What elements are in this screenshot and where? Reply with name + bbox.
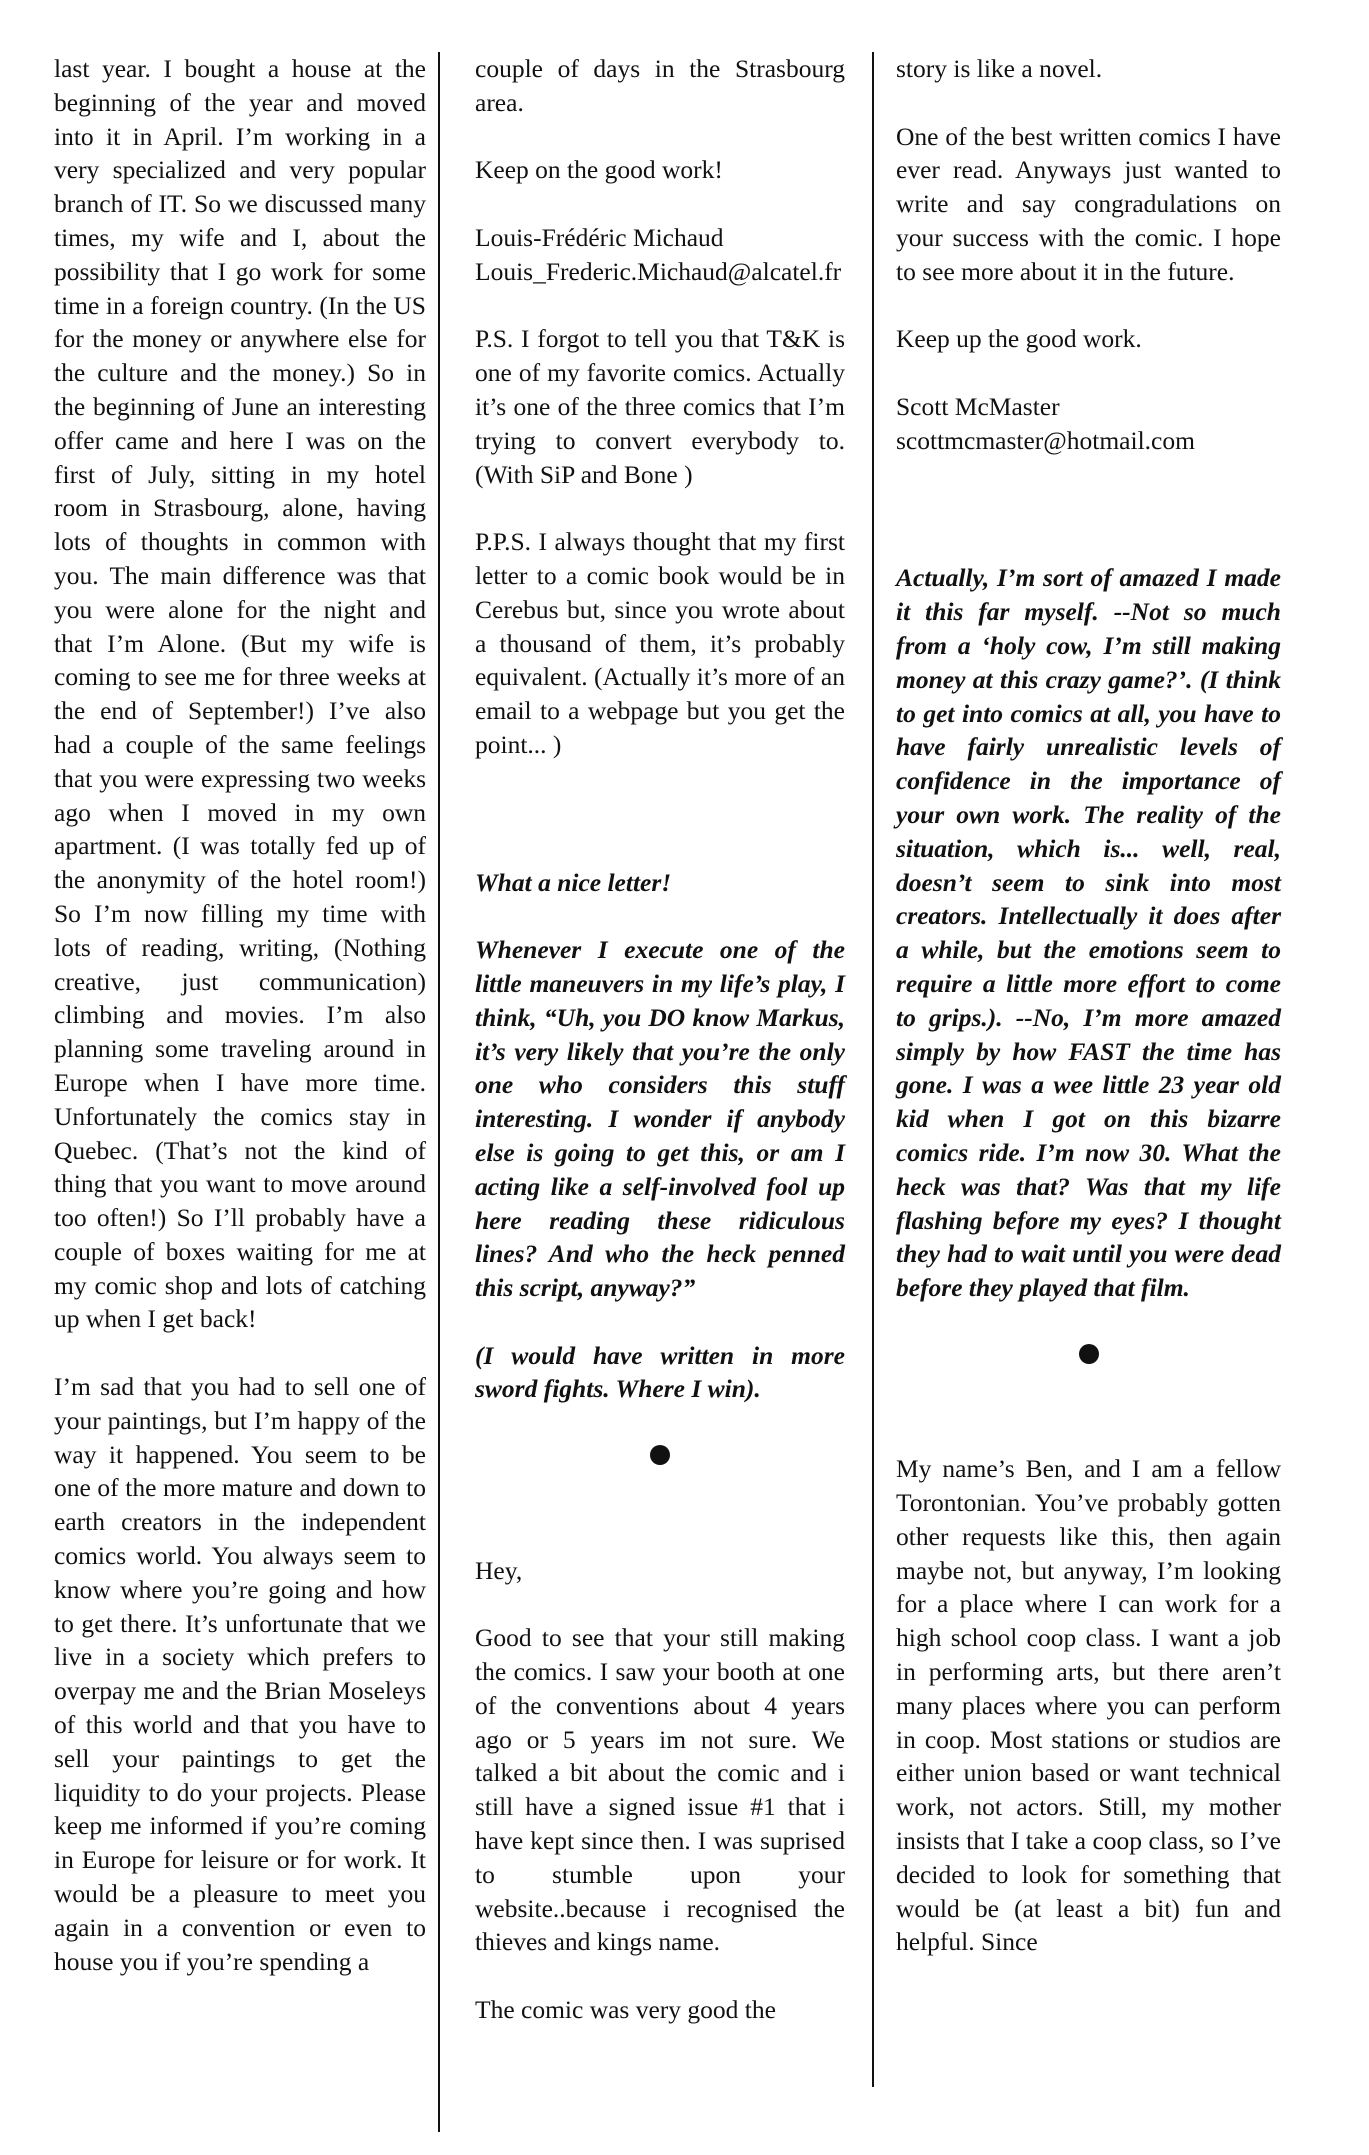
column-divider-left	[438, 52, 440, 2132]
editor-reply: What a nice letter!	[475, 867, 672, 897]
letter-separator-bullet	[896, 1339, 1281, 1373]
postscript: P.S. I forgot to tell you that T&K is one of my favorite comics. Actually it’s one of the three comics that I’m trying to convert everybody to. (With SiP and Bone )	[475, 324, 845, 489]
signature-name: Scott McMaster	[896, 391, 1060, 421]
letter-paragraph: couple of days in the Strasbourg area.	[475, 54, 845, 117]
letter-paragraph: Keep on the good work!	[475, 155, 723, 185]
letter-greeting: Hey,	[475, 1555, 523, 1585]
letter-paragraph: The comic was very good the	[475, 1995, 776, 2025]
signature-email: Louis_Frederic.Michaud@alcatel.fr	[475, 256, 842, 286]
letter-paragraph: story is like a novel.	[896, 54, 1103, 83]
left-column	[54, 52, 426, 2012]
signature-email: scottmcmaster@hotmail.com	[896, 425, 1195, 455]
letter-paragraph: Good to see that your still making the comics. I saw your booth at one of the conventions about 4 years ago or 5 years im not sure. We talked a bit about the comic and i still have a signed issue #1 that i have kept since then. I was suprised to stumble upon your website..because i recognised the thieves and kings name.	[475, 1623, 845, 1957]
right-column	[896, 52, 1281, 1993]
signature-name: Louis-Frédéric Michaud	[475, 222, 724, 252]
column-divider-right	[872, 52, 874, 2087]
editor-reply: Whenever I execute one of the little maneuvers in my life’s play, I think, “Uh, you DO know Markus, it’s very likely that you’re the only one who considers this stuff interesting. I wonder if anybody else is going to get this, or am I acting like a self-involved fool up here reading these ridiculous lines? And who the heck penned this script, anyway?”	[475, 935, 845, 1303]
middle-column	[475, 52, 845, 2061]
postscript: P.P.S. I always thought that my first letter to a comic book would be in Cerebus but, since you wrote about a thousand of them, it’s probably equivalent. (Actually it’s more of an email to a webpage but you get the point... )	[475, 527, 845, 759]
letter-paragraph: I’m sad that you had to sell one of your paintings, but I’m happy of the way it happened. You seem to be one of the more mature and down to earth creators in the independent comics world. You always seem to know where you’re going and how to get there. It’s unfortunate that we live in a society which prefers to overpay me and the Brian Moseleys of this world and that you have to sell your paintings to get the liquidity to do your projects. Please keep me informed if you’re coming in Europe for leisure or for work. It would be a pleasure to meet you again in a convention or even to house you if you’re spending a	[54, 1372, 426, 1976]
letter-paragraph: One of the best written comics I have ever read. Anyways just wanted to write and say congradulations on your success with the comic. I hope to see more about it in the future.	[896, 121, 1281, 286]
letter-paragraph: Keep up the good work.	[896, 324, 1142, 354]
editor-reply: (I would have written in more sword fights. Where I win).	[475, 1340, 845, 1404]
letter-separator-bullet	[475, 1440, 845, 1474]
editor-reply: Actually, I’m sort of amazed I made it this far myself. --Not so much from a ‘holy cow, I’m still making money at this crazy game?’. (I think to get into comics at all, you have to have fairly unrealistic levels of confidence in the importance of your own work. The reality of the situation, which is... well, real, doesn’t seem to sink into most creators. Intellectually it does after a while, but the emotions seem to require a little more effort to come to grips.). --No, I’m more amazed simply by how FAST the time has gone. I was a wee little 23 year old kid when I got on this bizarre comics ride. I’m now 30. What the heck was that? Was that my life flashing before my eyes? I thought they had to wait until you were dead before they played that film.	[896, 563, 1281, 1303]
letter-paragraph: My name’s Ben, and I am a fellow Torontonian. You’ve probably gotten other requests like this, then again maybe not, but anyway, I’m looking for a place where I can work for a high school coop class. I want a job in performing arts, but there aren’t many places where you can perform in coop. Most stations or studios are either union based or want technical work, not actors. Still, my mother insists that I take a coop class, so I’ve decided to look for something that would be (at least a bit) fun and helpful. Since	[896, 1454, 1281, 1957]
letter-paragraph: last year. I bought a house at the beginning of the year and moved into it in April. I’m working in a very specialized and very popular branch of IT. So we discussed many times, my wife and I, about the possibility that I go work for some time in a foreign country. (In the US for the money or anywhere else for the culture and the money.) So in the beginning of June an interesting offer came and here I was on the first of July, sitting in my hotel room in Strasbourg, alone, having lots of thoughts in common with you. The main difference was that you were alone for the night and that I’m Alone. (But my wife is coming to see me for three weeks at the end of September!) I’ve also had a couple of the same feelings that you were expressing two weeks ago when I moved in my own apartment. (I was totally fed up of the anonymity of the hotel room!) So I’m now filling my time with lots of reading, writing, (Nothing creative, just communication) climbing and movies. I’m also planning some traveling around in Europe when I have more time. Unfortunately the comics stay in Quebec. (That’s not the kind of thing that you want to move around too often!) So I’ll probably have a couple of boxes waiting for me at my comic shop and lots of catching up when I get back!	[54, 54, 426, 1334]
